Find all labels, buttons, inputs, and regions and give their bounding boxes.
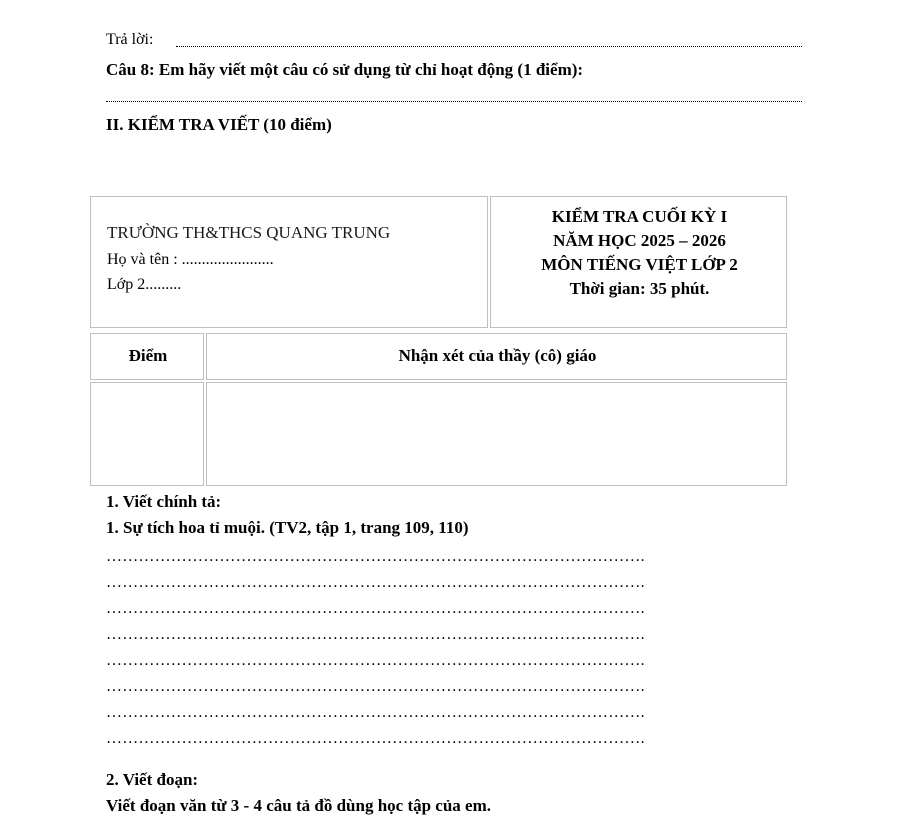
part-2-prompt: Viết đoạn văn từ 3 - 4 câu tả đồ dùng học tập của em. [106, 796, 492, 815]
writing-line[interactable]: ………………………………………………………………………………………. [106, 704, 645, 721]
exam-title-3: MÔN TIẾNG VIỆT LỚP 2 [541, 255, 738, 274]
score-cell[interactable] [90, 382, 204, 486]
comment-header: Nhận xét của thầy (cô) giáo [398, 346, 597, 365]
exam-info-box [490, 196, 787, 328]
comment-header-cell [206, 333, 787, 380]
part-2-heading: 2. Viết đoạn: [106, 770, 199, 789]
writing-line[interactable]: ………………………………………………………………………………………. [106, 548, 645, 565]
writing-line[interactable]: ………………………………………………………………………………………. [106, 600, 645, 617]
student-name-field[interactable]: Họ và tên : ....................... [107, 251, 274, 268]
score-header-cell [90, 333, 204, 380]
school-name: TRƯỜNG TH&THCS QUANG TRUNG [107, 223, 391, 242]
writing-line[interactable]: ………………………………………………………………………………………. [106, 626, 645, 643]
exam-title-2: NĂM HỌC 2025 – 2026 [553, 231, 726, 250]
question-8-answer-line[interactable] [106, 101, 802, 102]
writing-line[interactable]: ………………………………………………………………………………………. [106, 678, 645, 695]
answer-line[interactable] [176, 46, 802, 47]
answer-label: Trả lời: [106, 31, 154, 48]
section-2-title: II. KIỂM TRA VIẾT (10 điểm) [106, 115, 332, 134]
exam-time: Thời gian: 35 phút. [569, 279, 710, 298]
exam-title-1: KIỂM TRA CUỐI KỲ I [551, 207, 728, 226]
question-8: Câu 8: Em hãy viết một câu có sử dụng từ chỉ hoạt động (1 điểm): [106, 60, 584, 79]
writing-line[interactable]: ………………………………………………………………………………………. [106, 574, 645, 591]
writing-line[interactable]: ………………………………………………………………………………………. [106, 730, 645, 747]
part-1-passage: 1. Sự tích hoa tỉ muội. (TV2, tập 1, trang 109, 110) [106, 518, 469, 537]
comment-cell[interactable] [206, 382, 787, 486]
part-1-heading: 1. Viết chính tả: [106, 492, 222, 511]
score-header: Điểm [128, 346, 168, 365]
writing-line[interactable]: ………………………………………………………………………………………. [106, 652, 645, 669]
school-info-box [90, 196, 488, 328]
class-field[interactable]: Lớp 2......... [107, 276, 182, 293]
